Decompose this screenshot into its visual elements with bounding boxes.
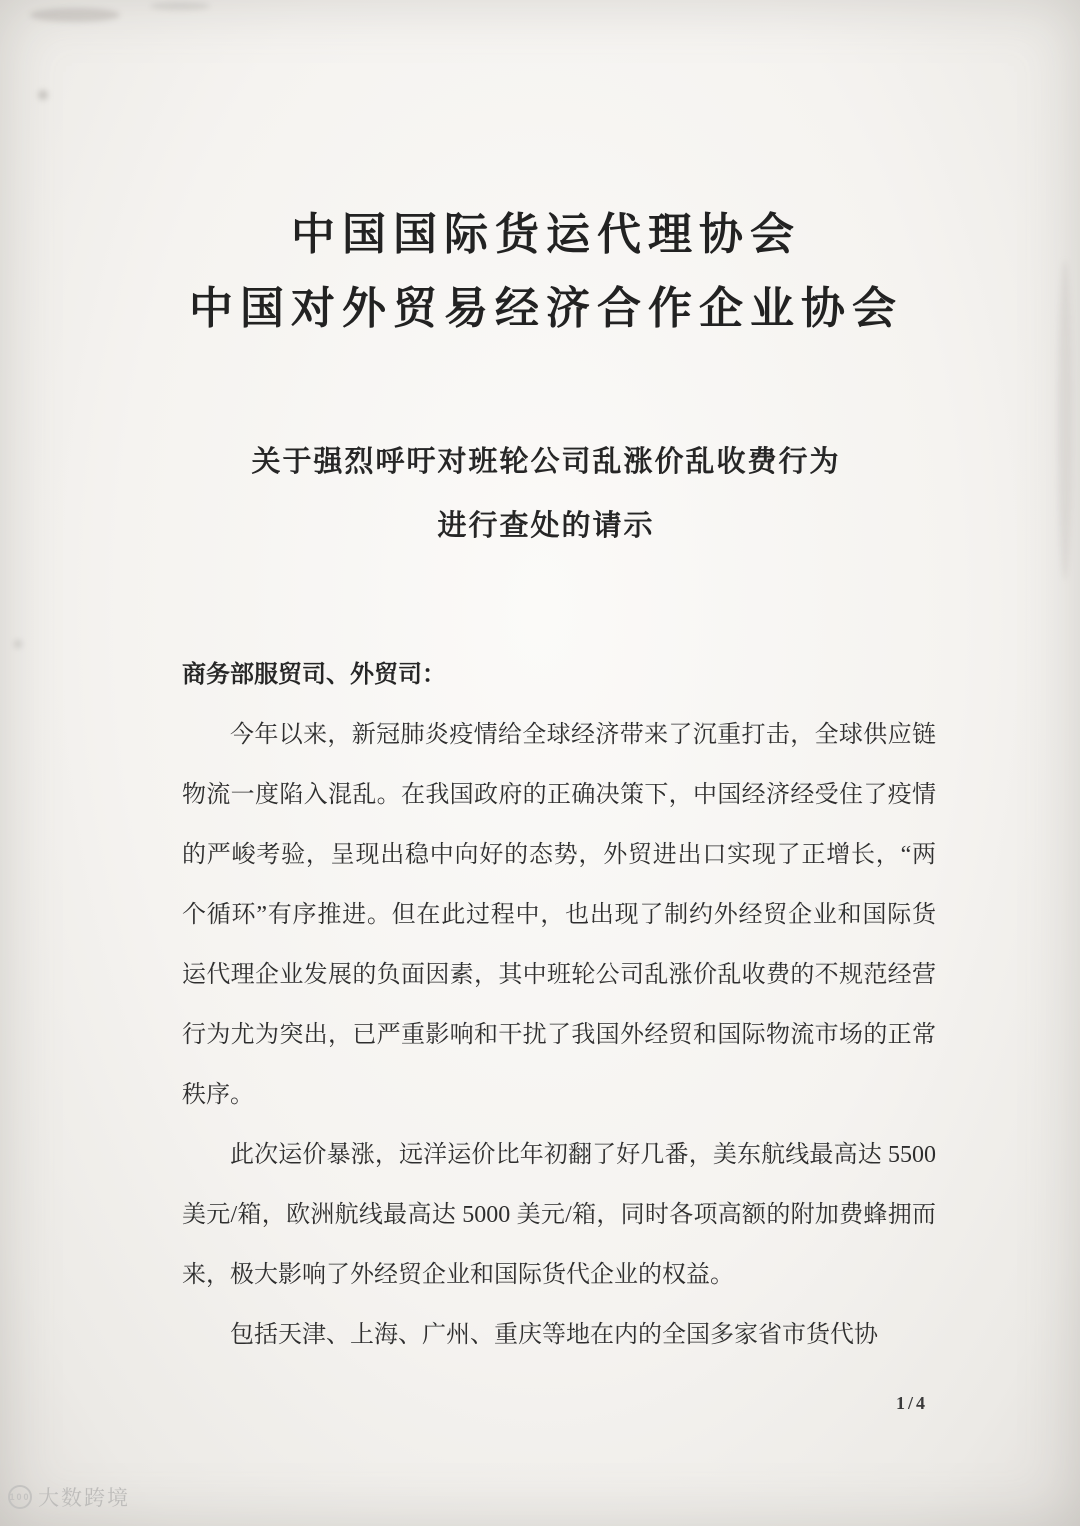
title-line2: 进行查处的请示 — [437, 510, 655, 542]
paragraph-3: 包括天津、上海、广州、重庆等地在内的全国多家省市货代协 — [230, 1322, 878, 1348]
letter-body — [150, 654, 942, 1365]
paragraph-2: 此次运价暴涨，远洋运价比年初翻了好几番，美东航线最高达 5500 美元/箱，欧洲航线最高达 5000 美元/箱，同时各项高额的附加费蜂拥而来，极大影响了外经贸企业和国际货代企业的权益。 — [182, 1142, 936, 1288]
scan-artifact — [30, 8, 120, 22]
salutation: 商务部服贸司、外贸司： — [182, 662, 446, 688]
page-number: 1/4 — [895, 1393, 928, 1413]
scan-artifact — [1058, 260, 1072, 580]
letterhead — [150, 198, 942, 346]
title-line1: 关于强烈呼吁对班轮公司乱涨价乱收费行为 — [251, 446, 841, 478]
scan-artifact — [38, 90, 48, 100]
org-name-line2: 中国对外贸易经济合作企业协会 — [189, 284, 903, 333]
scan-artifact — [14, 640, 22, 648]
watermark-logo-icon: 100 — [8, 1485, 32, 1509]
document-title — [150, 430, 942, 558]
document-content — [150, 0, 942, 1365]
watermark — [8, 1482, 130, 1512]
org-name-line1: 中国国际货运代理协会 — [291, 210, 801, 259]
paragraph-1: 今年以来，新冠肺炎疫情给全球经济带来了沉重打击，全球供应链物流一度陷入混乱。在我国政府的正确决策下，中国经济经受住了疫情的严峻考验，呈现出稳中向好的态势，外贸进出口实现了正增长，“两个循环”有序推进。但在此过程中，也出现了制约外经贸企业和国际货运代理企业发展的负面因素，其中班轮公司乱涨价乱收费的不规范经营行为尤为突出，已严重影响和干扰了我国外经贸和国际物流市场的正常秩序。 — [182, 722, 936, 1108]
watermark-label: 大数跨境 — [38, 1487, 130, 1510]
